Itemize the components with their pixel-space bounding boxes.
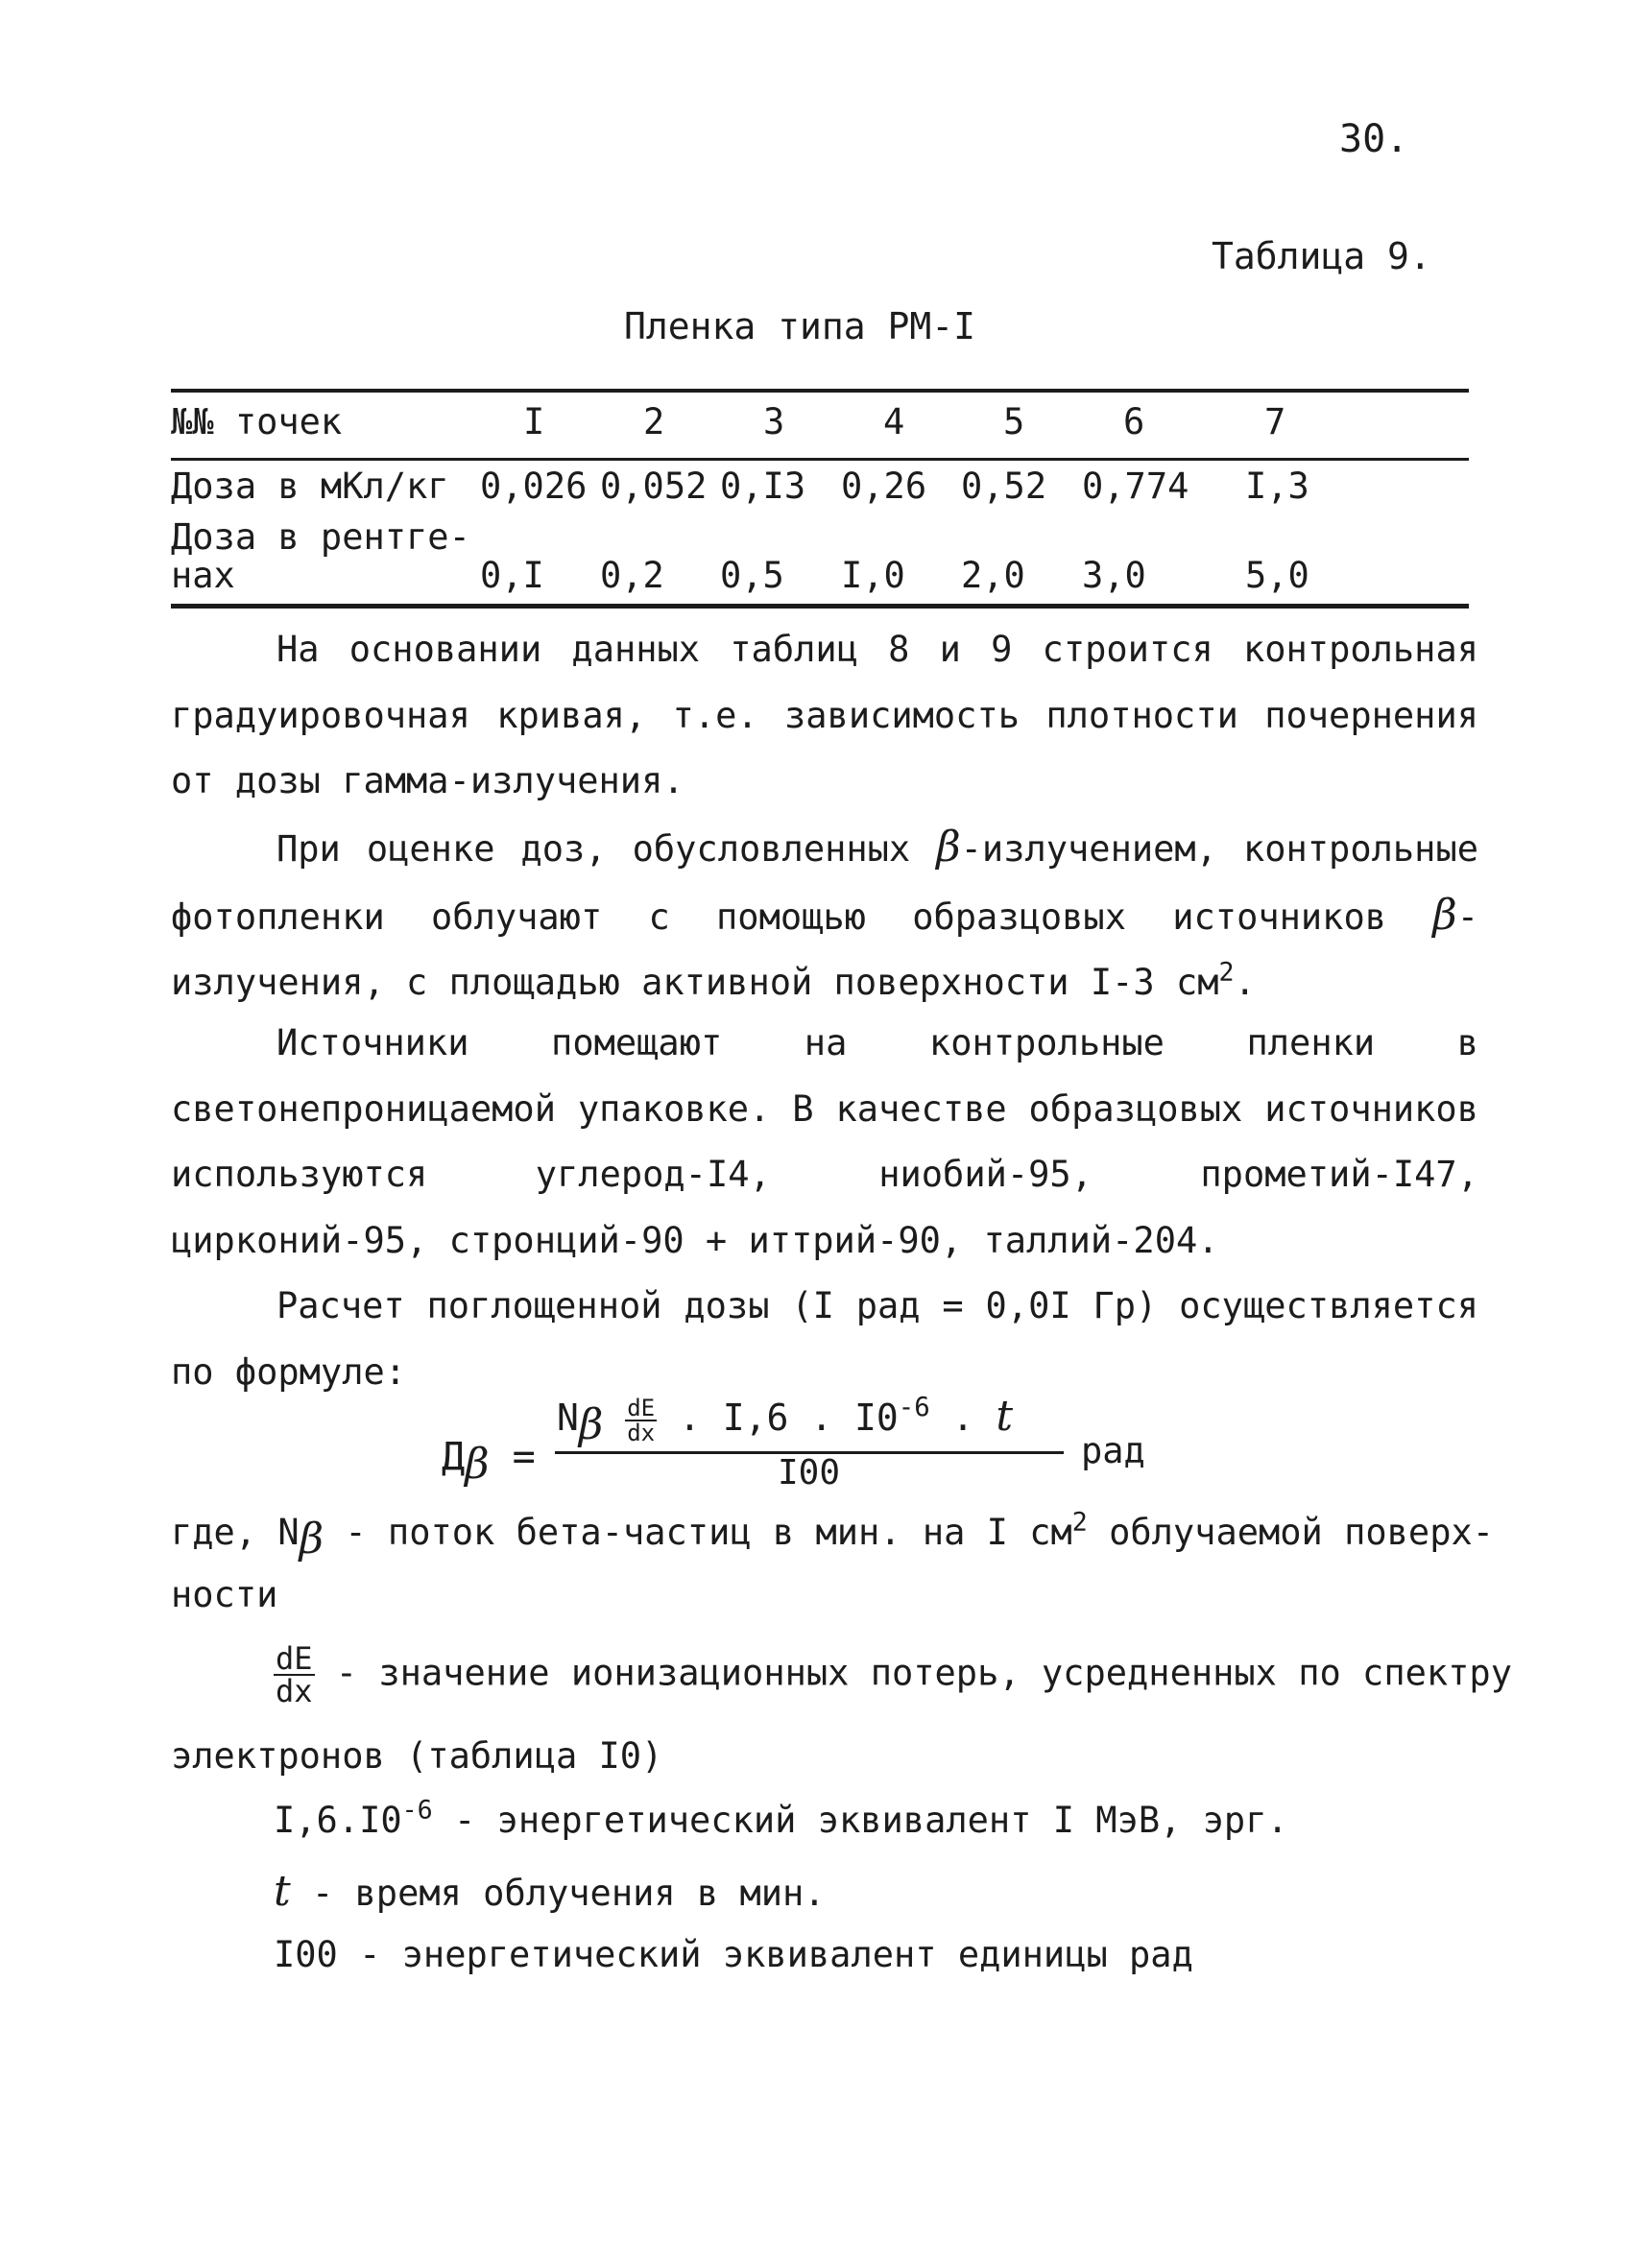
table-cell: I,0 — [841, 555, 905, 596]
legend-text: - энергетический эквивалент I МэВ, эрг. — [432, 1800, 1288, 1841]
table-cell: 0,I — [480, 555, 544, 596]
paragraph-beta-dose — [171, 815, 1478, 1016]
formula-denominator: I00 — [778, 1453, 841, 1492]
time-symbol: t — [274, 1867, 291, 1916]
fraction-top: dE — [276, 1640, 313, 1677]
beta-symbol: β — [1432, 890, 1457, 940]
paragraph-text: -излучения, с площадью активной поверхности I-3 см — [171, 895, 1478, 1003]
legend-flux — [171, 1507, 1495, 1564]
legend-constant — [274, 1795, 1288, 1841]
legend-text: - время облучения в мин. — [290, 1873, 826, 1914]
page-number: 30. — [1339, 117, 1409, 161]
header-cell: 3 — [763, 401, 785, 442]
legend-dedx-cont: электронов (таблица I0) — [171, 1735, 663, 1777]
paragraph-text: Расчет поглощенной дозы (I рад = 0,0I Гр) осуществляется по формуле: — [171, 1285, 1478, 1393]
fraction-bottom: dx — [627, 1419, 656, 1446]
formula-numerator — [557, 1392, 1014, 1449]
formula-text: . I,6 . I0 — [657, 1397, 899, 1439]
table-cell: 3,0 — [1082, 555, 1146, 596]
superscript: 2 — [1071, 1507, 1088, 1538]
header-cell: 7 — [1264, 401, 1286, 442]
legend-text: облучаемой поверх- — [1087, 1512, 1495, 1553]
formula-equals: = — [512, 1435, 536, 1479]
table-cell: 0,2 — [600, 555, 664, 596]
legend-flux-cont: ности — [171, 1574, 278, 1615]
paragraph-calibration — [171, 617, 1478, 815]
paragraph-text: -излучением, контрольные фотопленки облучают с помощью образцовых источников — [171, 828, 1478, 938]
table-cell: 0,52 — [961, 466, 1047, 507]
header-cell: 4 — [883, 401, 905, 442]
paragraph-sources — [171, 1011, 1478, 1274]
formula-unit: рад — [1081, 1430, 1145, 1471]
superscript: 2 — [1218, 957, 1235, 988]
table-cell: 0,026 — [480, 466, 588, 507]
table-cell: 0,5 — [720, 555, 784, 596]
formula-symbol: I,6.I0 — [274, 1800, 402, 1841]
table-cell: 0,I3 — [720, 466, 806, 507]
header-label: №№ точек — [171, 401, 343, 442]
paragraph-text: На основании данных таблиц 8 и 9 строится контрольная градуировочная кривая, т.е. зависимость плотности почернения от дозы гамма-излучения. — [171, 629, 1478, 801]
superscript: -6 — [898, 1392, 930, 1422]
table-bottom-rule — [171, 604, 1469, 609]
beta-symbol: β — [465, 1439, 490, 1489]
table-label: Таблица 9. — [1212, 235, 1431, 277]
dedx-fraction — [274, 1640, 315, 1709]
paragraph-text: При оценке доз, обусловленных — [276, 828, 937, 870]
legend-time — [274, 1867, 826, 1916]
legend-text: - энергетический эквивалент единицы рад — [337, 1934, 1193, 1975]
formula-symbol: N — [557, 1397, 579, 1439]
legend-prefix: где, — [171, 1512, 257, 1553]
formula-symbol: Д — [442, 1435, 466, 1479]
formula-text: . — [929, 1397, 997, 1439]
table-cell: 0,26 — [841, 466, 927, 507]
row-label — [171, 518, 470, 595]
header-cell: 6 — [1123, 401, 1145, 442]
header-cell: I — [523, 401, 545, 442]
legend-text: - значение ионизационных потерь, усредненных по спектру — [314, 1652, 1512, 1694]
legend-hundred — [274, 1934, 1193, 1975]
row-label: Доза в мКл/кг — [171, 466, 449, 507]
dedx-fraction — [625, 1394, 657, 1446]
paragraph-formula-intro — [171, 1274, 1478, 1405]
header-cell: 2 — [643, 401, 665, 442]
table-header-rule — [171, 458, 1469, 461]
row-label-line: Доза в рентге- — [171, 516, 470, 558]
superscript: -6 — [401, 1795, 433, 1826]
table-cell: I,3 — [1245, 466, 1309, 507]
time-symbol: t — [996, 1392, 1014, 1441]
formula-symbol: N — [277, 1512, 300, 1553]
table-cell: 2,0 — [961, 555, 1025, 596]
formula-symbol: I00 — [274, 1934, 338, 1975]
legend-text: - поток бета-частиц в мин. на I см — [324, 1512, 1072, 1553]
table-top-rule — [171, 389, 1469, 393]
formula-lhs — [442, 1435, 536, 1489]
table-title: Пленка типа РМ-I — [624, 305, 976, 347]
row-label-line: нах — [171, 555, 235, 596]
table-cell: 0,052 — [600, 466, 708, 507]
beta-symbol: β — [578, 1399, 604, 1449]
dose-formula — [442, 1392, 1171, 1516]
beta-symbol: β — [299, 1514, 324, 1564]
table-cell: 0,774 — [1082, 466, 1189, 507]
legend-dedx — [274, 1640, 1512, 1709]
paragraph-text: . — [1234, 962, 1256, 1003]
header-cell: 5 — [1003, 401, 1025, 442]
fraction-bottom: dx — [276, 1673, 313, 1709]
table-cell: 5,0 — [1245, 555, 1309, 596]
paragraph-text: Источники помещают на контрольные пленки в светонепроницаемой упаковке. В качестве образцовых источников используются углерод-I4, ниобий-95, прометий-I47, цирконий-95, стронций-90 + иттрий-90, таллий-204. — [171, 1022, 1478, 1261]
beta-symbol: β — [936, 823, 961, 871]
fraction-top: dE — [627, 1394, 656, 1421]
